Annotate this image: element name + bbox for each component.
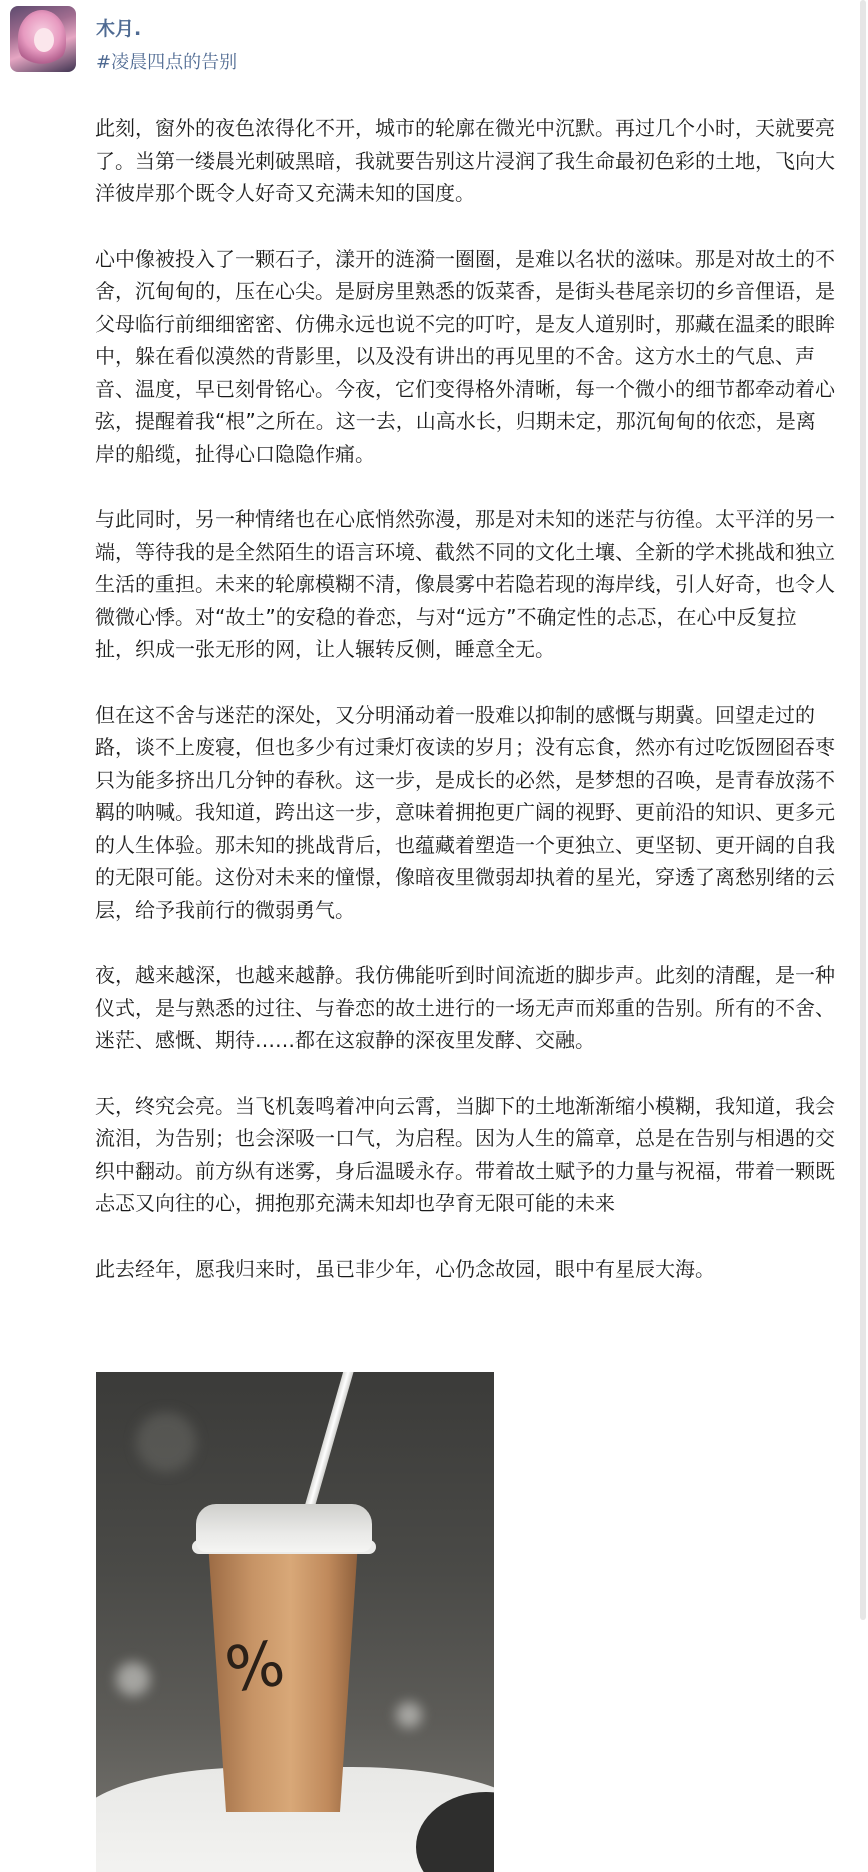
article-body bbox=[95, 112, 835, 1318]
cup-lid bbox=[196, 1504, 372, 1552]
article-paragraph: 心中像被投入了一颗石子，漾开的涟漪一圈圈，是难以名状的滋味。那是对故土的不舍，沉甸甸的，压在心尖。是厨房里熟悉的饭菜香，是街头巷尾亲切的乡音俚语，是父母临行前细细密密、仿佛永远也说不完的叮咛，是友人道别时，那藏在温柔的眼眸中，躲在看似漠然的背影里，以及没有讲出的再见里的不舍。这方水土的气息、声音、温度，早已刻骨铭心。今夜，它们变得格外清晰，每一个微小的细节都牵动着心弦，提醒着我“根”之所在。这一去，山高水长，归期未定，那沉甸甸的依恋，是离岸的船缆，扯得心口隐隐作痛。 bbox=[95, 246, 835, 466]
article-paragraph: 但在这不舍与迷茫的深处，又分明涌动着一股难以抑制的感慨与期冀。回望走过的路，谈不上废寝，但也多少有过秉灯夜读的岁月；没有忘食，然亦有过吃饭囫囵吞枣只为能多挤出几分钟的春秋。这一步，是成长的必然，是梦想的召唤，是青春放荡不羁的呐喊。我知道，跨出这一步，意味着拥抱更广阔的视野、更前沿的知识、更多元的人生体验。那未知的挑战背后，也蕴藏着塑造一个更独立、更坚韧、更开阔的自我的无限可能。这份对未来的憧憬，像暗夜里微弱却执着的星光，穿透了离愁别绪的云层，给予我前行的微弱勇气。 bbox=[95, 702, 835, 922]
avatar[interactable] bbox=[10, 6, 76, 72]
bokeh-light bbox=[116, 1662, 150, 1696]
post-photo[interactable] bbox=[96, 1372, 494, 1872]
article-paragraph: 与此同时，另一种情绪也在心底悄然弥漫，那是对未知的迷茫与彷徨。太平洋的另一端，等待我的是全然陌生的语言环境、截然不同的文化土壤、全新的学术挑战和独立生活的重担。未来的轮廓模糊不清，像晨雾中若隐若现的海岸线，引人好奇，也令人微微心悸。对“故土”的安稳的眷恋，与对“远方”不确定性的忐忑，在心中反复拉扯，织成一张无形的网，让人辗转反侧，睡意全无。 bbox=[95, 507, 835, 661]
article-paragraph: 此去经年，愿我归来时，虽已非少年，心仍念故园，眼中有星辰大海。 bbox=[95, 1256, 715, 1281]
article-paragraph: 此刻，窗外的夜色浓得化不开，城市的轮廓在微光中沉默。再过几个小时，天就要亮了。当第一缕晨光刺破黑暗，我就要告别这片浸润了我生命最初色彩的土地，飞向大洋彼岸那个既令人好奇又充满未知的国度。 bbox=[95, 116, 835, 205]
article-paragraph: 夜，越来越深，也越来越静。我仿佛能听到时间流逝的脚步声。此刻的清醒，是一种仪式，是与熟悉的过往、与眷恋的故土进行的一场无声而郑重的告别。所有的不舍、迷茫、感慨、期待……都在这寂静的深夜里发酵、交融。 bbox=[95, 963, 835, 1052]
bokeh-light bbox=[136, 1412, 196, 1472]
topic-hashtag[interactable]: #凌晨四点的告别 bbox=[96, 52, 238, 73]
scrollbar[interactable] bbox=[860, 0, 866, 1620]
bokeh-light bbox=[396, 1702, 422, 1728]
author-name[interactable]: 木月. bbox=[96, 18, 142, 40]
cup-logo: % bbox=[220, 1626, 290, 1707]
post-header bbox=[10, 6, 850, 76]
article-paragraph: 天，终究会亮。当飞机轰鸣着冲向云霄，当脚下的土地渐渐缩小模糊，我知道，我会流泪，为告别；也会深吸一口气，为启程。因为人生的篇章，总是在告别与相遇的交织中翻动。前方纵有迷雾，身后温暖永存。带着故土赋予的力量与祝福，带着一颗既忐忑又向往的心，拥抱那充满未知却也孕育无限可能的未来 bbox=[95, 1093, 835, 1215]
avatar-face bbox=[34, 28, 54, 52]
